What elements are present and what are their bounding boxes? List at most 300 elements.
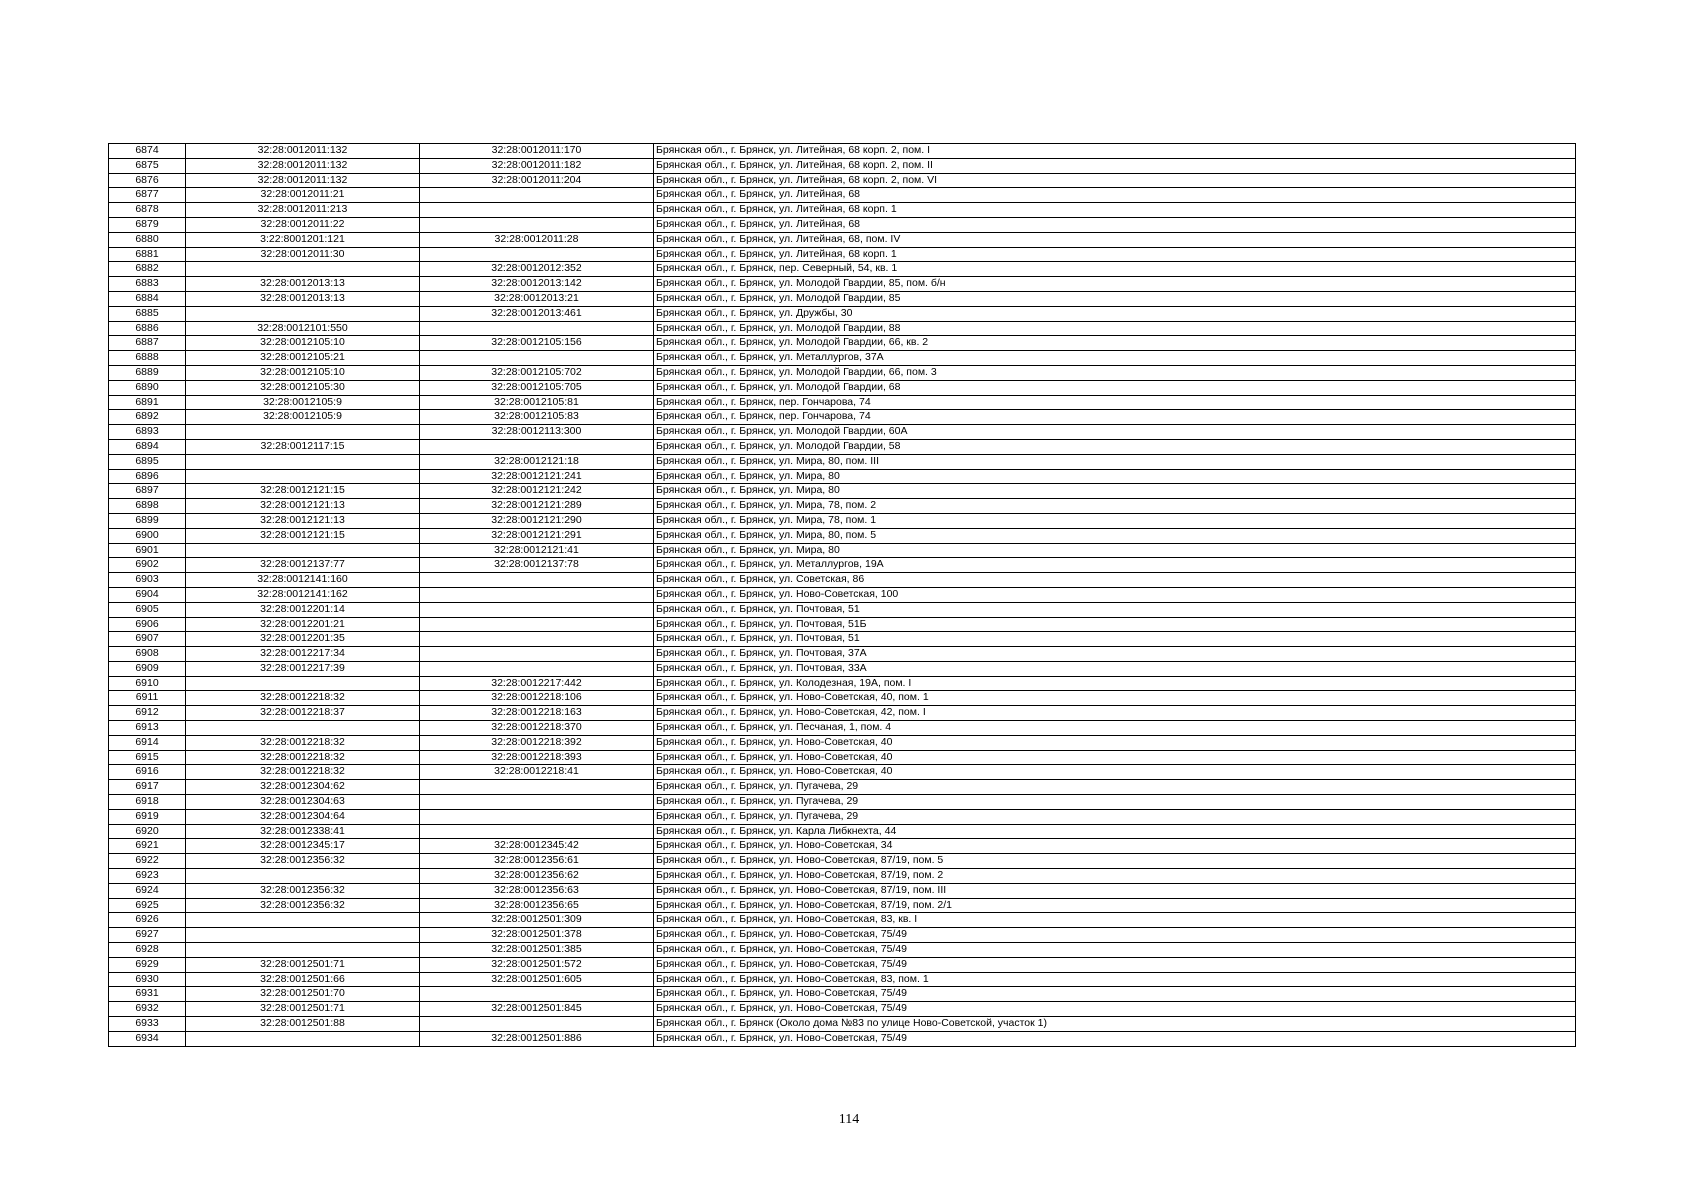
row-number-cell: 6901 <box>109 543 186 558</box>
address-cell: Брянская обл., г. Брянск, пер. Гончарова, 74 <box>654 410 1576 425</box>
address-cell: Брянская обл., г. Брянск, пер. Северный, 54, кв. 1 <box>654 262 1576 277</box>
object-cadastral-number-cell: 32:28:0012218:392 <box>420 735 654 750</box>
object-cadastral-number-cell <box>420 217 654 232</box>
address-cell: Брянская обл., г. Брянск, ул. Мира, 78, пом. 2 <box>654 499 1576 514</box>
row-number-cell: 6899 <box>109 513 186 528</box>
land-cadastral-number-cell: 32:28:0012121:13 <box>186 499 420 514</box>
address-cell: Брянская обл., г. Брянск, ул. Ново-Советская, 75/49 <box>654 1002 1576 1017</box>
object-cadastral-number-cell <box>420 602 654 617</box>
row-number-cell: 6882 <box>109 262 186 277</box>
land-cadastral-number-cell: 32:28:0012304:63 <box>186 795 420 810</box>
address-cell: Брянская обл., г. Брянск, ул. Металлургов, 37А <box>654 351 1576 366</box>
object-cadastral-number-cell: 32:28:0012013:21 <box>420 291 654 306</box>
row-number-cell: 6909 <box>109 661 186 676</box>
table-row <box>109 454 1576 469</box>
land-cadastral-number-cell: 32:28:0012345:17 <box>186 839 420 854</box>
table-row <box>109 883 1576 898</box>
land-cadastral-number-cell: 32:28:0012217:39 <box>186 661 420 676</box>
row-number-cell: 6898 <box>109 499 186 514</box>
row-number-cell: 6903 <box>109 573 186 588</box>
address-cell: Брянская обл., г. Брянск, ул. Литейная, 68 корп. 2, пом. I <box>654 144 1576 159</box>
row-number-cell: 6913 <box>109 721 186 736</box>
table-row <box>109 439 1576 454</box>
table-row <box>109 247 1576 262</box>
row-number-cell: 6876 <box>109 173 186 188</box>
table-row <box>109 351 1576 366</box>
row-number-cell: 6908 <box>109 647 186 662</box>
address-cell: Брянская обл., г. Брянск, ул. Металлургов, 19А <box>654 558 1576 573</box>
row-number-cell: 6906 <box>109 617 186 632</box>
land-cadastral-number-cell: 32:28:0012121:13 <box>186 513 420 528</box>
table-row <box>109 661 1576 676</box>
address-cell: Брянская обл., г. Брянск, ул. Литейная, 68 корп. 1 <box>654 203 1576 218</box>
registry-body <box>109 144 1576 1047</box>
object-cadastral-number-cell: 32:28:0012105:705 <box>420 380 654 395</box>
table-row <box>109 425 1576 440</box>
address-cell: Брянская обл., г. Брянск (Около дома №83 по улице Ново-Советской, участок 1) <box>654 1017 1576 1032</box>
object-cadastral-number-cell <box>420 1017 654 1032</box>
land-cadastral-number-cell: 32:28:0012141:162 <box>186 587 420 602</box>
table-row <box>109 217 1576 232</box>
address-cell: Брянская обл., г. Брянск, ул. Мира, 80, пом. 5 <box>654 528 1576 543</box>
object-cadastral-number-cell: 32:28:0012121:241 <box>420 469 654 484</box>
object-cadastral-number-cell: 32:28:0012501:309 <box>420 913 654 928</box>
address-cell: Брянская обл., г. Брянск, ул. Ново-Советская, 34 <box>654 839 1576 854</box>
table-row <box>109 365 1576 380</box>
object-cadastral-number-cell <box>420 573 654 588</box>
row-number-cell: 6910 <box>109 676 186 691</box>
address-cell: Брянская обл., г. Брянск, ул. Мира, 80 <box>654 484 1576 499</box>
object-cadastral-number-cell: 32:28:0012501:385 <box>420 943 654 958</box>
address-cell: Брянская обл., г. Брянск, ул. Ново-Советская, 75/49 <box>654 987 1576 1002</box>
land-cadastral-number-cell: 32:28:0012338:41 <box>186 824 420 839</box>
row-number-cell: 6926 <box>109 913 186 928</box>
table-row <box>109 499 1576 514</box>
object-cadastral-number-cell: 32:28:0012218:41 <box>420 765 654 780</box>
table-row <box>109 410 1576 425</box>
table-row <box>109 602 1576 617</box>
land-cadastral-number-cell: 32:28:0012105:10 <box>186 336 420 351</box>
address-cell: Брянская обл., г. Брянск, ул. Мира, 80 <box>654 469 1576 484</box>
row-number-cell: 6893 <box>109 425 186 440</box>
row-number-cell: 6916 <box>109 765 186 780</box>
object-cadastral-number-cell: 32:28:0012501:378 <box>420 928 654 943</box>
land-cadastral-number-cell: 32:28:0012201:35 <box>186 632 420 647</box>
table-row <box>109 321 1576 336</box>
object-cadastral-number-cell: 32:28:0012218:163 <box>420 706 654 721</box>
row-number-cell: 6892 <box>109 410 186 425</box>
land-cadastral-number-cell: 3:22:8001201:121 <box>186 232 420 247</box>
land-cadastral-number-cell: 32:28:0012501:71 <box>186 1002 420 1017</box>
address-cell: Брянская обл., г. Брянск, ул. Пугачева, 29 <box>654 809 1576 824</box>
object-cadastral-number-cell: 32:28:0012137:78 <box>420 558 654 573</box>
row-number-cell: 6897 <box>109 484 186 499</box>
table-row <box>109 928 1576 943</box>
row-number-cell: 6895 <box>109 454 186 469</box>
address-cell: Брянская обл., г. Брянск, ул. Ново-Советская, 100 <box>654 587 1576 602</box>
land-cadastral-number-cell: 32:28:0012356:32 <box>186 883 420 898</box>
object-cadastral-number-cell: 32:28:0012501:845 <box>420 1002 654 1017</box>
land-cadastral-number-cell: 32:28:0012141:160 <box>186 573 420 588</box>
row-number-cell: 6874 <box>109 144 186 159</box>
land-cadastral-number-cell: 32:28:0012013:13 <box>186 291 420 306</box>
object-cadastral-number-cell: 32:28:0012011:28 <box>420 232 654 247</box>
table-row <box>109 676 1576 691</box>
table-row <box>109 144 1576 159</box>
object-cadastral-number-cell: 32:28:0012011:170 <box>420 144 654 159</box>
object-cadastral-number-cell: 32:28:0012105:156 <box>420 336 654 351</box>
address-cell: Брянская обл., г. Брянск, ул. Ново-Советская, 87/19, пом. 5 <box>654 854 1576 869</box>
address-cell: Брянская обл., г. Брянск, ул. Мира, 80, пом. III <box>654 454 1576 469</box>
row-number-cell: 6925 <box>109 898 186 913</box>
row-number-cell: 6915 <box>109 750 186 765</box>
land-cadastral-number-cell: 32:28:0012011:132 <box>186 158 420 173</box>
table-row <box>109 558 1576 573</box>
land-cadastral-number-cell <box>186 454 420 469</box>
table-row <box>109 721 1576 736</box>
address-cell: Брянская обл., г. Брянск, ул. Ново-Советская, 40 <box>654 750 1576 765</box>
table-row <box>109 173 1576 188</box>
object-cadastral-number-cell <box>420 247 654 262</box>
table-row <box>109 380 1576 395</box>
object-cadastral-number-cell: 32:28:0012013:142 <box>420 277 654 292</box>
address-cell: Брянская обл., г. Брянск, ул. Ново-Советская, 75/49 <box>654 957 1576 972</box>
table-row <box>109 691 1576 706</box>
row-number-cell: 6923 <box>109 869 186 884</box>
address-cell: Брянская обл., г. Брянск, ул. Ново-Советская, 83, пом. 1 <box>654 972 1576 987</box>
object-cadastral-number-cell: 32:28:0012121:18 <box>420 454 654 469</box>
table-row <box>109 1017 1576 1032</box>
row-number-cell: 6885 <box>109 306 186 321</box>
address-cell: Брянская обл., г. Брянск, ул. Ново-Советская, 87/19, пом. 2/1 <box>654 898 1576 913</box>
row-number-cell: 6889 <box>109 365 186 380</box>
table-row <box>109 854 1576 869</box>
table-row <box>109 809 1576 824</box>
table-row <box>109 469 1576 484</box>
row-number-cell: 6880 <box>109 232 186 247</box>
table-row <box>109 587 1576 602</box>
row-number-cell: 6888 <box>109 351 186 366</box>
land-cadastral-number-cell <box>186 543 420 558</box>
row-number-cell: 6911 <box>109 691 186 706</box>
address-cell: Брянская обл., г. Брянск, ул. Молодой Гвардии, 68 <box>654 380 1576 395</box>
object-cadastral-number-cell: 32:28:0012356:62 <box>420 869 654 884</box>
row-number-cell: 6884 <box>109 291 186 306</box>
row-number-cell: 6917 <box>109 780 186 795</box>
address-cell: Брянская обл., г. Брянск, ул. Дружбы, 30 <box>654 306 1576 321</box>
row-number-cell: 6877 <box>109 188 186 203</box>
object-cadastral-number-cell: 32:28:0012218:106 <box>420 691 654 706</box>
table-row <box>109 706 1576 721</box>
land-cadastral-number-cell: 32:28:0012011:30 <box>186 247 420 262</box>
table-row <box>109 780 1576 795</box>
row-number-cell: 6920 <box>109 824 186 839</box>
land-cadastral-number-cell: 32:28:0012201:21 <box>186 617 420 632</box>
land-cadastral-number-cell: 32:28:0012137:77 <box>186 558 420 573</box>
row-number-cell: 6905 <box>109 602 186 617</box>
object-cadastral-number-cell <box>420 632 654 647</box>
land-cadastral-number-cell: 32:28:0012501:88 <box>186 1017 420 1032</box>
land-cadastral-number-cell <box>186 469 420 484</box>
object-cadastral-number-cell <box>420 987 654 1002</box>
table-row <box>109 291 1576 306</box>
land-cadastral-number-cell: 32:28:0012501:71 <box>186 957 420 972</box>
row-number-cell: 6921 <box>109 839 186 854</box>
page-number: 114 <box>838 1112 860 1127</box>
address-cell: Брянская обл., г. Брянск, ул. Ново-Советская, 75/49 <box>654 943 1576 958</box>
address-cell: Брянская обл., г. Брянск, ул. Ново-Советская, 75/49 <box>654 1031 1576 1046</box>
table-row <box>109 543 1576 558</box>
address-cell: Брянская обл., г. Брянск, ул. Литейная, 68 корп. 1 <box>654 247 1576 262</box>
table-row <box>109 188 1576 203</box>
row-number-cell: 6902 <box>109 558 186 573</box>
table-row <box>109 573 1576 588</box>
object-cadastral-number-cell: 32:28:0012011:182 <box>420 158 654 173</box>
land-cadastral-number-cell: 32:28:0012105:10 <box>186 365 420 380</box>
address-cell: Брянская обл., г. Брянск, ул. Советская, 86 <box>654 573 1576 588</box>
object-cadastral-number-cell: 32:28:0012011:204 <box>420 173 654 188</box>
row-number-cell: 6932 <box>109 1002 186 1017</box>
land-cadastral-number-cell <box>186 928 420 943</box>
object-cadastral-number-cell: 32:28:0012217:442 <box>420 676 654 691</box>
object-cadastral-number-cell <box>420 780 654 795</box>
object-cadastral-number-cell: 32:28:0012121:41 <box>420 543 654 558</box>
land-cadastral-number-cell: 32:28:0012501:70 <box>186 987 420 1002</box>
land-cadastral-number-cell: 32:28:0012356:32 <box>186 854 420 869</box>
address-cell: Брянская обл., г. Брянск, ул. Мира, 80 <box>654 543 1576 558</box>
row-number-cell: 6886 <box>109 321 186 336</box>
row-number-cell: 6896 <box>109 469 186 484</box>
address-cell: Брянская обл., г. Брянск, ул. Ново-Советская, 42, пом. I <box>654 706 1576 721</box>
table-row <box>109 232 1576 247</box>
address-cell: Брянская обл., г. Брянск, ул. Молодой Гвардии, 66, кв. 2 <box>654 336 1576 351</box>
land-cadastral-number-cell <box>186 1031 420 1046</box>
land-cadastral-number-cell: 32:28:0012218:32 <box>186 691 420 706</box>
object-cadastral-number-cell: 32:28:0012121:291 <box>420 528 654 543</box>
row-number-cell: 6881 <box>109 247 186 262</box>
row-number-cell: 6919 <box>109 809 186 824</box>
table-row <box>109 647 1576 662</box>
land-cadastral-number-cell: 32:28:0012121:15 <box>186 484 420 499</box>
table-row <box>109 617 1576 632</box>
registry-table <box>108 143 1576 1047</box>
table-row <box>109 513 1576 528</box>
object-cadastral-number-cell: 32:28:0012113:300 <box>420 425 654 440</box>
address-cell: Брянская обл., г. Брянск, ул. Ново-Советская, 83, кв. I <box>654 913 1576 928</box>
row-number-cell: 6904 <box>109 587 186 602</box>
table-row <box>109 795 1576 810</box>
table-row <box>109 750 1576 765</box>
object-cadastral-number-cell: 32:28:0012218:393 <box>420 750 654 765</box>
address-cell: Брянская обл., г. Брянск, ул. Почтовая, 37А <box>654 647 1576 662</box>
row-number-cell: 6912 <box>109 706 186 721</box>
land-cadastral-number-cell: 32:28:0012218:37 <box>186 706 420 721</box>
object-cadastral-number-cell: 32:28:0012501:572 <box>420 957 654 972</box>
row-number-cell: 6907 <box>109 632 186 647</box>
object-cadastral-number-cell <box>420 587 654 602</box>
land-cadastral-number-cell <box>186 425 420 440</box>
land-cadastral-number-cell: 32:28:0012501:66 <box>186 972 420 987</box>
address-cell: Брянская обл., г. Брянск, ул. Молодой Гвардии, 60А <box>654 425 1576 440</box>
object-cadastral-number-cell <box>420 321 654 336</box>
address-cell: Брянская обл., г. Брянск, ул. Молодой Гвардии, 58 <box>654 439 1576 454</box>
table-row <box>109 158 1576 173</box>
address-cell: Брянская обл., г. Брянск, ул. Ново-Советская, 40 <box>654 735 1576 750</box>
address-cell: Брянская обл., г. Брянск, ул. Ново-Советская, 40 <box>654 765 1576 780</box>
row-number-cell: 6883 <box>109 277 186 292</box>
land-cadastral-number-cell: 32:28:0012101:550 <box>186 321 420 336</box>
row-number-cell: 6933 <box>109 1017 186 1032</box>
row-number-cell: 6875 <box>109 158 186 173</box>
land-cadastral-number-cell: 32:28:0012117:15 <box>186 439 420 454</box>
table-row <box>109 528 1576 543</box>
table-row <box>109 957 1576 972</box>
table-row <box>109 277 1576 292</box>
address-cell: Брянская обл., г. Брянск, ул. Молодой Гвардии, 85, пом. б/н <box>654 277 1576 292</box>
address-cell: Брянская обл., г. Брянск, ул. Пугачева, 29 <box>654 780 1576 795</box>
land-cadastral-number-cell <box>186 869 420 884</box>
row-number-cell: 6914 <box>109 735 186 750</box>
row-number-cell: 6930 <box>109 972 186 987</box>
land-cadastral-number-cell: 32:28:0012105:9 <box>186 410 420 425</box>
object-cadastral-number-cell: 32:28:0012121:289 <box>420 499 654 514</box>
table-row <box>109 898 1576 913</box>
address-cell: Брянская обл., г. Брянск, ул. Литейная, 68 корп. 2, пом. II <box>654 158 1576 173</box>
land-cadastral-number-cell <box>186 676 420 691</box>
row-number-cell: 6879 <box>109 217 186 232</box>
row-number-cell: 6924 <box>109 883 186 898</box>
object-cadastral-number-cell <box>420 617 654 632</box>
address-cell: Брянская обл., г. Брянск, ул. Карла Либкнехта, 44 <box>654 824 1576 839</box>
land-cadastral-number-cell <box>186 262 420 277</box>
land-cadastral-number-cell: 32:28:0012356:32 <box>186 898 420 913</box>
object-cadastral-number-cell <box>420 795 654 810</box>
address-cell: Брянская обл., г. Брянск, ул. Ново-Советская, 87/19, пом. 2 <box>654 869 1576 884</box>
row-number-cell: 6918 <box>109 795 186 810</box>
table-row <box>109 262 1576 277</box>
row-number-cell: 6922 <box>109 854 186 869</box>
address-cell: Брянская обл., г. Брянск, ул. Молодой Гвардии, 85 <box>654 291 1576 306</box>
row-number-cell: 6891 <box>109 395 186 410</box>
row-number-cell: 6890 <box>109 380 186 395</box>
table-row <box>109 203 1576 218</box>
row-number-cell: 6894 <box>109 439 186 454</box>
table-row <box>109 306 1576 321</box>
address-cell: Брянская обл., г. Брянск, ул. Почтовая, 51 <box>654 632 1576 647</box>
address-cell: Брянская обл., г. Брянск, ул. Ново-Советская, 40, пом. 1 <box>654 691 1576 706</box>
object-cadastral-number-cell: 32:28:0012012:352 <box>420 262 654 277</box>
address-cell: Брянская обл., г. Брянск, ул. Почтовая, 33А <box>654 661 1576 676</box>
table-row <box>109 735 1576 750</box>
land-cadastral-number-cell: 32:28:0012011:132 <box>186 173 420 188</box>
land-cadastral-number-cell: 32:28:0012304:62 <box>186 780 420 795</box>
land-cadastral-number-cell: 32:28:0012121:15 <box>186 528 420 543</box>
land-cadastral-number-cell: 32:28:0012011:21 <box>186 188 420 203</box>
table-row <box>109 913 1576 928</box>
address-cell: Брянская обл., г. Брянск, ул. Песчаная, 1, пом. 4 <box>654 721 1576 736</box>
table-row <box>109 765 1576 780</box>
address-cell: Брянская обл., г. Брянск, ул. Литейная, 68 <box>654 188 1576 203</box>
table-row <box>109 987 1576 1002</box>
object-cadastral-number-cell <box>420 661 654 676</box>
land-cadastral-number-cell: 32:28:0012218:32 <box>186 765 420 780</box>
object-cadastral-number-cell: 32:28:0012356:63 <box>420 883 654 898</box>
table-row <box>109 336 1576 351</box>
row-number-cell: 6878 <box>109 203 186 218</box>
object-cadastral-number-cell <box>420 647 654 662</box>
object-cadastral-number-cell: 32:28:0012218:370 <box>420 721 654 736</box>
address-cell: Брянская обл., г. Брянск, ул. Молодой Гвардии, 66, пом. 3 <box>654 365 1576 380</box>
object-cadastral-number-cell <box>420 824 654 839</box>
land-cadastral-number-cell <box>186 721 420 736</box>
table-row <box>109 839 1576 854</box>
object-cadastral-number-cell <box>420 809 654 824</box>
address-cell: Брянская обл., г. Брянск, ул. Пугачева, 29 <box>654 795 1576 810</box>
land-cadastral-number-cell: 32:28:0012217:34 <box>186 647 420 662</box>
table-row <box>109 1002 1576 1017</box>
row-number-cell: 6934 <box>109 1031 186 1046</box>
row-number-cell: 6927 <box>109 928 186 943</box>
address-cell: Брянская обл., г. Брянск, пер. Гончарова, 74 <box>654 395 1576 410</box>
row-number-cell: 6931 <box>109 987 186 1002</box>
land-cadastral-number-cell: 32:28:0012201:14 <box>186 602 420 617</box>
table-row <box>109 395 1576 410</box>
object-cadastral-number-cell: 32:28:0012501:886 <box>420 1031 654 1046</box>
object-cadastral-number-cell: 32:28:0012105:81 <box>420 395 654 410</box>
row-number-cell: 6887 <box>109 336 186 351</box>
address-cell: Брянская обл., г. Брянск, ул. Литейная, 68, пом. IV <box>654 232 1576 247</box>
land-cadastral-number-cell: 32:28:0012218:32 <box>186 735 420 750</box>
object-cadastral-number-cell <box>420 439 654 454</box>
row-number-cell: 6929 <box>109 957 186 972</box>
address-cell: Брянская обл., г. Брянск, ул. Литейная, 68 <box>654 217 1576 232</box>
land-cadastral-number-cell <box>186 943 420 958</box>
land-cadastral-number-cell: 32:28:0012105:30 <box>186 380 420 395</box>
object-cadastral-number-cell <box>420 203 654 218</box>
table-row <box>109 869 1576 884</box>
address-cell: Брянская обл., г. Брянск, ул. Ново-Советская, 87/19, пом. III <box>654 883 1576 898</box>
table-row <box>109 484 1576 499</box>
object-cadastral-number-cell <box>420 351 654 366</box>
object-cadastral-number-cell: 32:28:0012121:290 <box>420 513 654 528</box>
land-cadastral-number-cell <box>186 306 420 321</box>
table-row <box>109 943 1576 958</box>
object-cadastral-number-cell: 32:28:0012105:83 <box>420 410 654 425</box>
table-row <box>109 972 1576 987</box>
land-cadastral-number-cell: 32:28:0012011:132 <box>186 144 420 159</box>
table-row <box>109 824 1576 839</box>
land-cadastral-number-cell <box>186 913 420 928</box>
land-cadastral-number-cell: 32:28:0012013:13 <box>186 277 420 292</box>
address-cell: Брянская обл., г. Брянск, ул. Ново-Советская, 75/49 <box>654 928 1576 943</box>
land-cadastral-number-cell: 32:28:0012105:9 <box>186 395 420 410</box>
table-row <box>109 632 1576 647</box>
land-cadastral-number-cell: 32:28:0012011:22 <box>186 217 420 232</box>
land-cadastral-number-cell: 32:28:0012011:213 <box>186 203 420 218</box>
address-cell: Брянская обл., г. Брянск, ул. Почтовая, 51 <box>654 602 1576 617</box>
land-cadastral-number-cell: 32:28:0012218:32 <box>186 750 420 765</box>
address-cell: Брянская обл., г. Брянск, ул. Литейная, 68 корп. 2, пом. VI <box>654 173 1576 188</box>
object-cadastral-number-cell: 32:28:0012345:42 <box>420 839 654 854</box>
address-cell: Брянская обл., г. Брянск, ул. Мира, 78, пом. 1 <box>654 513 1576 528</box>
table-row <box>109 1031 1576 1046</box>
object-cadastral-number-cell: 32:28:0012356:65 <box>420 898 654 913</box>
land-cadastral-number-cell: 32:28:0012105:21 <box>186 351 420 366</box>
address-cell: Брянская обл., г. Брянск, ул. Почтовая, 51Б <box>654 617 1576 632</box>
object-cadastral-number-cell <box>420 188 654 203</box>
object-cadastral-number-cell: 32:28:0012105:702 <box>420 365 654 380</box>
address-cell: Брянская обл., г. Брянск, ул. Молодой Гвардии, 88 <box>654 321 1576 336</box>
